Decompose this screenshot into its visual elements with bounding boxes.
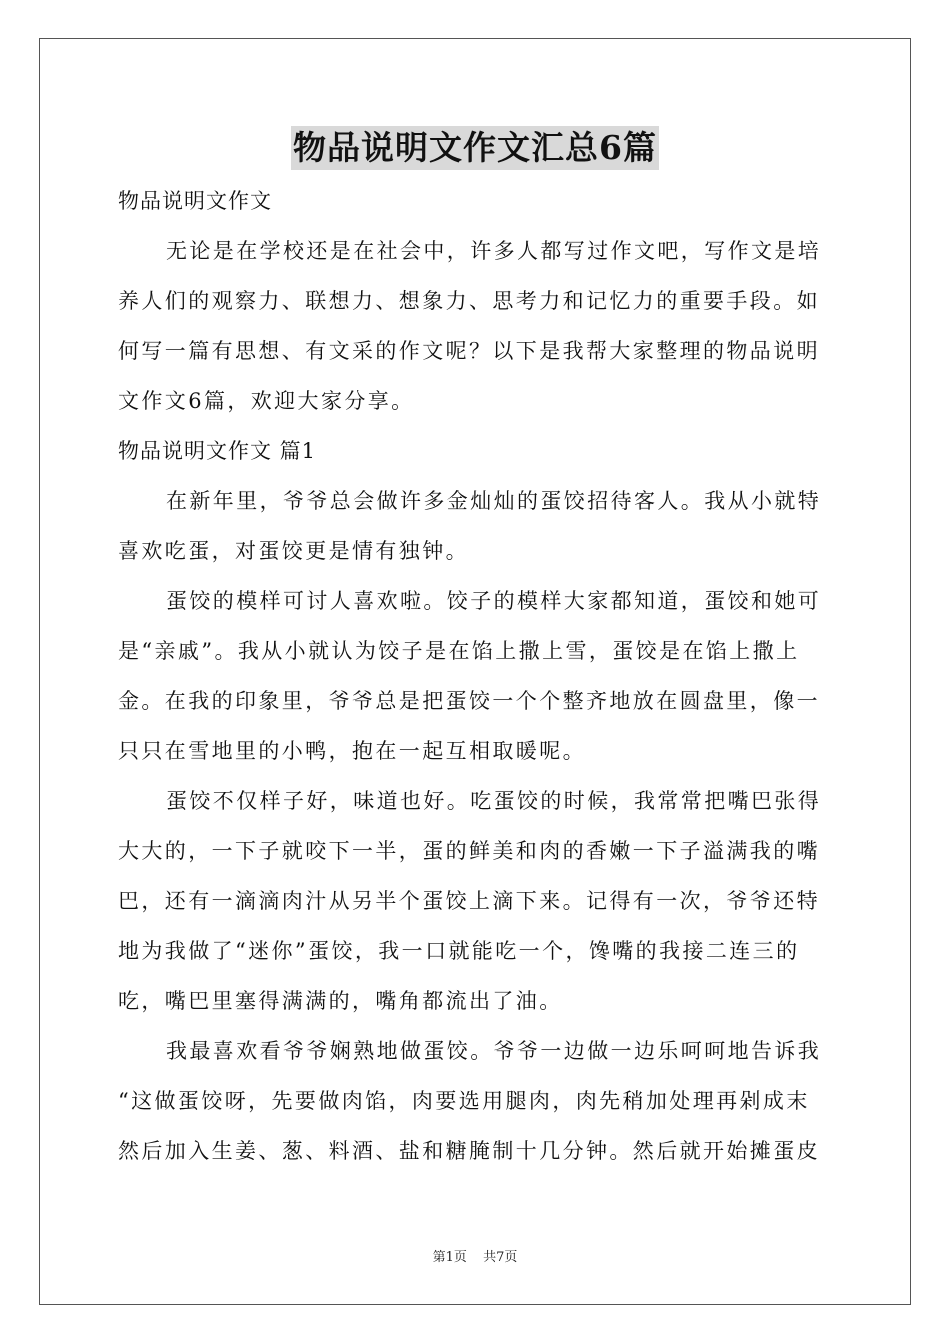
paragraph-line: 只只在雪地里的小鸭，抱在一起互相取暖呢。: [118, 739, 586, 763]
paragraph-line: 地为我做了“迷你”蛋饺，我一口就能吃一个，馋嘴的我接二连三的: [118, 939, 800, 963]
paragraph-line: 蛋饺的模样可讨人喜欢啦。饺子的模样大家都知道，蛋饺和她可: [166, 589, 822, 613]
document-title: 物品说明文作文汇总6篇: [291, 126, 659, 170]
paragraph-line: 喜欢吃蛋，对蛋饺更是情有独钟。: [118, 539, 469, 563]
page-total: 共7页: [483, 1250, 518, 1265]
paragraph-line: 无论是在学校还是在社会中，许多人都写过作文吧，写作文是培: [166, 239, 822, 263]
document-body: [118, 176, 834, 1176]
paragraph-line: 巴，还有一滴滴肉汁从另半个蛋饺上滴下来。记得有一次，爷爷还特: [118, 889, 820, 913]
paragraph-line: 然后加入生姜、葱、料酒、盐和糖腌制十几分钟。然后就开始摊蛋皮: [118, 1139, 820, 1163]
section-heading: 物品说明文作文 篇1: [118, 439, 317, 463]
paragraph-line: 蛋饺不仅样子好，味道也好。吃蛋饺的时候，我常常把嘴巴张得: [166, 789, 822, 813]
section-heading: 物品说明文作文: [118, 189, 272, 213]
paragraph-line: 何写一篇有思想、有文采的作文呢？以下是我帮大家整理的物品说明: [118, 339, 820, 363]
page-number: 第1页: [432, 1250, 467, 1265]
paragraph-line: 养人们的观察力、联想力、想象力、思考力和记忆力的重要手段。如: [118, 289, 820, 313]
paragraph-line: 吃，嘴巴里塞得满满的，嘴角都流出了油。: [118, 989, 563, 1013]
title-area: [0, 126, 950, 170]
paragraph-line: “这做蛋饺呀，先要做肉馅，肉要选用腿肉，肉先稍加处理再剁成末: [118, 1089, 810, 1113]
paragraph-line: 在新年里，爷爷总会做许多金灿灿的蛋饺招待客人。我从小就特: [166, 489, 822, 513]
paragraph-line: 是“亲戚”。我从小就认为饺子是在馅上撒上雪，蛋饺是在馅上撒上: [118, 639, 800, 663]
paragraph-line: 文作文6篇，欢迎大家分享。: [118, 389, 415, 413]
paragraph-line: 大大的，一下子就咬下一半，蛋的鲜美和肉的香嫩一下子溢满我的嘴: [118, 839, 820, 863]
paragraph-line: 金。在我的印象里，爷爷总是把蛋饺一个个整齐地放在圆盘里，像一: [118, 689, 820, 713]
page-footer: [0, 1246, 950, 1265]
paragraph-line: 我最喜欢看爷爷娴熟地做蛋饺。爷爷一边做一边乐呵呵地告诉我: [166, 1039, 822, 1063]
